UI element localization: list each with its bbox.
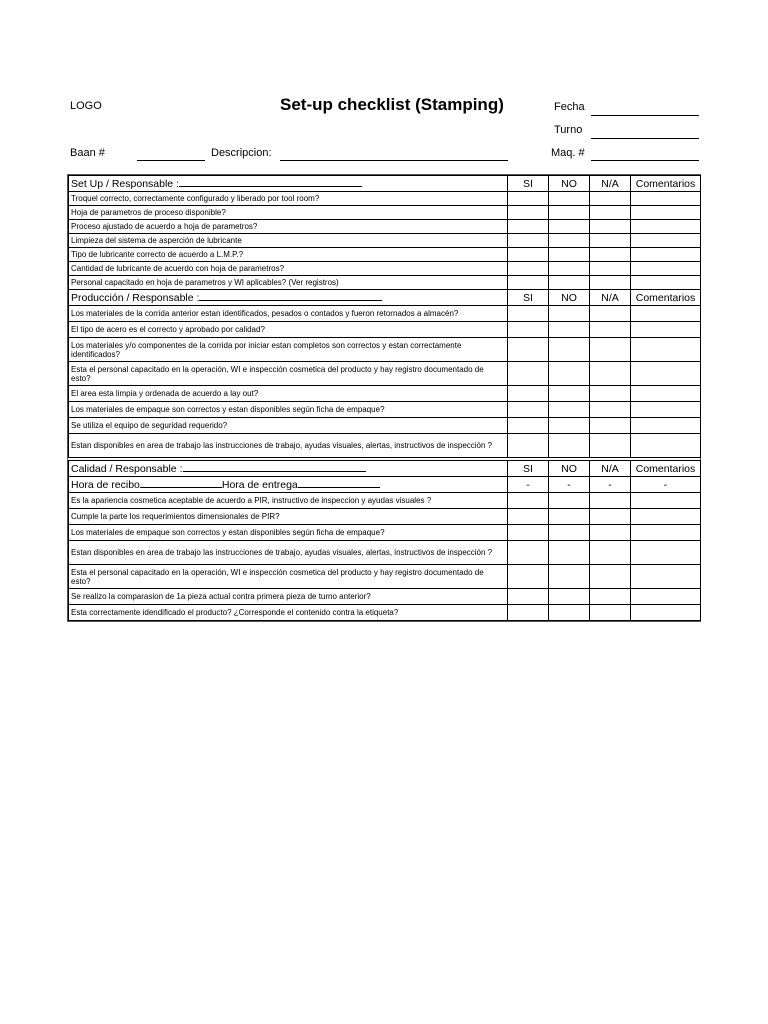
si-cell[interactable] <box>508 541 549 565</box>
checklist-row <box>69 362 701 386</box>
checklist-row <box>69 192 701 206</box>
no-cell[interactable] <box>549 322 590 338</box>
col-si: SI <box>508 176 549 192</box>
checklist-row <box>69 509 701 525</box>
si-cell[interactable] <box>508 589 549 605</box>
no-cell[interactable] <box>549 386 590 402</box>
comment-cell[interactable] <box>631 276 701 290</box>
col-na: N/A <box>590 461 631 477</box>
question-text: Es la apariencia cosmetica aceptable de acuerdo a PIR, instructivo de inspeccion y ayudas visuales ? <box>69 493 508 509</box>
page-title: Set-up checklist (Stamping) <box>280 95 504 114</box>
question-text: Hoja de parametros de proceso disponible? <box>69 206 508 220</box>
si-cell[interactable] <box>508 402 549 418</box>
dash-na: - <box>590 477 631 493</box>
no-cell[interactable] <box>549 418 590 434</box>
na-cell[interactable] <box>590 338 631 362</box>
comment-cell[interactable] <box>631 418 701 434</box>
hora-row <box>69 477 701 493</box>
question-text: Cumple la parte los requerimientos dimensionales de PIR? <box>69 509 508 525</box>
checklist-row <box>69 322 701 338</box>
no-cell[interactable] <box>549 306 590 322</box>
question-text: El tipo de acero es el correcto y aprobado por calidad? <box>69 322 508 338</box>
question-text: Limpieza del sistema de asperción de lubricante <box>69 234 508 248</box>
na-cell[interactable] <box>590 402 631 418</box>
na-cell[interactable] <box>590 418 631 434</box>
setup-responsable-field[interactable] <box>179 177 362 187</box>
descripcion-label: Descripcion: <box>211 147 272 159</box>
col-na: N/A <box>590 290 631 306</box>
maq-label: Maq. # <box>551 147 585 159</box>
col-no: NO <box>549 290 590 306</box>
comment-cell[interactable] <box>631 306 701 322</box>
no-cell[interactable] <box>549 338 590 362</box>
no-cell[interactable] <box>549 541 590 565</box>
maq-field[interactable] <box>591 160 699 161</box>
si-cell[interactable] <box>508 362 549 386</box>
checklist-row <box>69 306 701 322</box>
calidad-header-row <box>69 461 701 477</box>
checklist-row <box>69 234 701 248</box>
si-cell[interactable] <box>508 434 549 458</box>
no-cell[interactable] <box>549 589 590 605</box>
checklist-row <box>69 248 701 262</box>
si-cell[interactable] <box>508 493 549 509</box>
dash-no: - <box>549 477 590 493</box>
checklist-row <box>69 493 701 509</box>
no-cell[interactable] <box>549 262 590 276</box>
col-na: N/A <box>590 176 631 192</box>
checklist-row <box>69 434 701 458</box>
comment-cell[interactable] <box>631 322 701 338</box>
hora-entrega-label: Hora de entrega <box>221 479 298 491</box>
si-cell[interactable] <box>508 192 549 206</box>
checklist-row <box>69 541 701 565</box>
col-comentarios: Comentarios <box>631 461 701 477</box>
si-cell[interactable] <box>508 605 549 621</box>
question-text: Los materiales y/o componentes de la corrida por iniciar estan completos son correctos y estan correctamente identificados? <box>69 338 508 362</box>
dash-si: - <box>508 477 549 493</box>
fecha-label: Fecha <box>554 101 585 113</box>
question-text: Se utiliza el equipo de seguridad requerido? <box>69 418 508 434</box>
calidad-section-title: Calidad / Responsable : <box>69 461 508 477</box>
checklist-table <box>68 175 701 621</box>
hora-cell <box>69 477 508 493</box>
no-cell[interactable] <box>549 362 590 386</box>
si-cell[interactable] <box>508 206 549 220</box>
question-text: Cantidad de lubricante de acuerdo con hoja de parametros? <box>69 262 508 276</box>
comment-cell[interactable] <box>631 206 701 220</box>
question-text: Estan disponibles en area de trabajo las instrucciones de trabajo, ayudas visuales, alertas, instructivos de inspección ? <box>69 434 508 458</box>
checklist-row <box>69 338 701 362</box>
question-text: Esta el personal capacitado en la operación, WI e inspección cosmetica del producto y hay registro documentado de esto? <box>69 362 508 386</box>
comment-cell[interactable] <box>631 338 701 362</box>
no-cell[interactable] <box>549 276 590 290</box>
na-cell[interactable] <box>590 192 631 206</box>
si-cell[interactable] <box>508 322 549 338</box>
produccion-responsable-field[interactable] <box>199 291 382 301</box>
na-cell[interactable] <box>590 306 631 322</box>
na-cell[interactable] <box>590 206 631 220</box>
col-comentarios: Comentarios <box>631 176 701 192</box>
question-text: Esta el personal capacitado en la operación, WI e inspección cosmetica del producto y hay registro documentado de esto? <box>69 565 508 589</box>
comment-cell[interactable] <box>631 589 701 605</box>
question-text: Los materiales de empaque son correctos y estan disponibles según ficha de empaque? <box>69 402 508 418</box>
turno-label: Turno <box>554 124 583 136</box>
hora-recibo-label: Hora de recibo <box>71 479 140 491</box>
comment-cell[interactable] <box>631 386 701 402</box>
na-cell[interactable] <box>590 509 631 525</box>
no-cell[interactable] <box>549 565 590 589</box>
comment-cell[interactable] <box>631 605 701 621</box>
na-cell[interactable] <box>590 362 631 386</box>
question-text: Los materiales de empaque son correctos y estan disponibles según ficha de empaque? <box>69 525 508 541</box>
comment-cell[interactable] <box>631 362 701 386</box>
question-text: Personal capacitado en hoja de parametros y WI aplicables? (Ver registros) <box>69 276 508 290</box>
hora-entrega-field[interactable] <box>298 478 380 488</box>
checklist-row <box>69 525 701 541</box>
turno-field[interactable] <box>591 138 699 139</box>
no-cell[interactable] <box>549 402 590 418</box>
question-text: Se realizo la comparasion de 1a pieza actual contra primera pieza de turno anterior? <box>69 589 508 605</box>
setup-section-title: Set Up / Responsable : <box>69 176 508 192</box>
comment-cell[interactable] <box>631 509 701 525</box>
no-cell[interactable] <box>549 605 590 621</box>
na-cell[interactable] <box>590 493 631 509</box>
si-cell[interactable] <box>508 509 549 525</box>
si-cell[interactable] <box>508 220 549 234</box>
si-cell[interactable] <box>508 306 549 322</box>
si-cell[interactable] <box>508 234 549 248</box>
col-si: SI <box>508 290 549 306</box>
no-cell[interactable] <box>549 525 590 541</box>
checklist-row <box>69 220 701 234</box>
checklist-row <box>69 386 701 402</box>
question-text: Troquel correcto, correctamente configurado y liberado por tool room? <box>69 192 508 206</box>
no-cell[interactable] <box>549 234 590 248</box>
comment-cell[interactable] <box>631 525 701 541</box>
checklist-row <box>69 418 701 434</box>
na-cell[interactable] <box>590 262 631 276</box>
comment-cell[interactable] <box>631 402 701 418</box>
question-text: Los materiales de la corrida anterior estan identificados, pesados o contados y fueron retornados a almacén? <box>69 306 508 322</box>
produccion-header-row <box>69 290 701 306</box>
na-cell[interactable] <box>590 234 631 248</box>
no-cell[interactable] <box>549 434 590 458</box>
checklist-form <box>67 174 701 622</box>
checklist-row <box>69 565 701 589</box>
checklist-row <box>69 402 701 418</box>
checklist-row <box>69 605 701 621</box>
question-text: Proceso ajustado de acuerdo a hoja de parametros? <box>69 220 508 234</box>
comment-cell[interactable] <box>631 262 701 276</box>
na-cell[interactable] <box>590 434 631 458</box>
no-cell[interactable] <box>549 493 590 509</box>
calidad-responsable-field[interactable] <box>183 462 366 472</box>
si-cell[interactable] <box>508 418 549 434</box>
baan-field[interactable] <box>137 160 205 161</box>
setup-header-row <box>69 176 701 192</box>
comment-cell[interactable] <box>631 434 701 458</box>
fecha-field[interactable] <box>591 115 699 116</box>
col-comentarios: Comentarios <box>631 290 701 306</box>
checklist-row <box>69 276 701 290</box>
checklist-row <box>69 206 701 220</box>
na-cell[interactable] <box>590 248 631 262</box>
si-cell[interactable] <box>508 262 549 276</box>
na-cell[interactable] <box>590 541 631 565</box>
na-cell[interactable] <box>590 322 631 338</box>
no-cell[interactable] <box>549 248 590 262</box>
si-cell[interactable] <box>508 525 549 541</box>
comment-cell[interactable] <box>631 192 701 206</box>
comment-cell[interactable] <box>631 541 701 565</box>
comment-cell[interactable] <box>631 234 701 248</box>
si-cell[interactable] <box>508 386 549 402</box>
na-cell[interactable] <box>590 276 631 290</box>
question-text: El area esta limpia y ordenada de acuerdo a lay out? <box>69 386 508 402</box>
comment-cell[interactable] <box>631 493 701 509</box>
produccion-section-title: Producción / Responsable : <box>69 290 508 306</box>
na-cell[interactable] <box>590 525 631 541</box>
no-cell[interactable] <box>549 220 590 234</box>
logo-placeholder: LOGO <box>70 100 102 112</box>
dash-comentarios: - <box>631 477 701 493</box>
comment-cell[interactable] <box>631 248 701 262</box>
si-cell[interactable] <box>508 565 549 589</box>
col-si: SI <box>508 461 549 477</box>
checklist-row <box>69 589 701 605</box>
comment-cell[interactable] <box>631 565 701 589</box>
na-cell[interactable] <box>590 386 631 402</box>
si-cell[interactable] <box>508 248 549 262</box>
na-cell[interactable] <box>590 589 631 605</box>
si-cell[interactable] <box>508 276 549 290</box>
na-cell[interactable] <box>590 220 631 234</box>
no-cell[interactable] <box>549 206 590 220</box>
question-text: Esta correctamente idendificado el producto? ¿Corresponde el contenido contra la etiqueta? <box>69 605 508 621</box>
col-no: NO <box>549 461 590 477</box>
question-text: Tipo de lubricante correcto de acuerdo a L.M.P.? <box>69 248 508 262</box>
no-cell[interactable] <box>549 509 590 525</box>
checklist-row <box>69 262 701 276</box>
question-text: Estan disponibles en area de trabajo las instrucciones de trabajo, ayudas visuales, alertas, instructivos de inspección ? <box>69 541 508 565</box>
no-cell[interactable] <box>549 192 590 206</box>
na-cell[interactable] <box>590 605 631 621</box>
descripcion-field[interactable] <box>280 160 508 161</box>
hora-recibo-field[interactable] <box>140 478 222 488</box>
comment-cell[interactable] <box>631 220 701 234</box>
na-cell[interactable] <box>590 565 631 589</box>
col-no: NO <box>549 176 590 192</box>
baan-label: Baan # <box>70 147 105 159</box>
si-cell[interactable] <box>508 338 549 362</box>
